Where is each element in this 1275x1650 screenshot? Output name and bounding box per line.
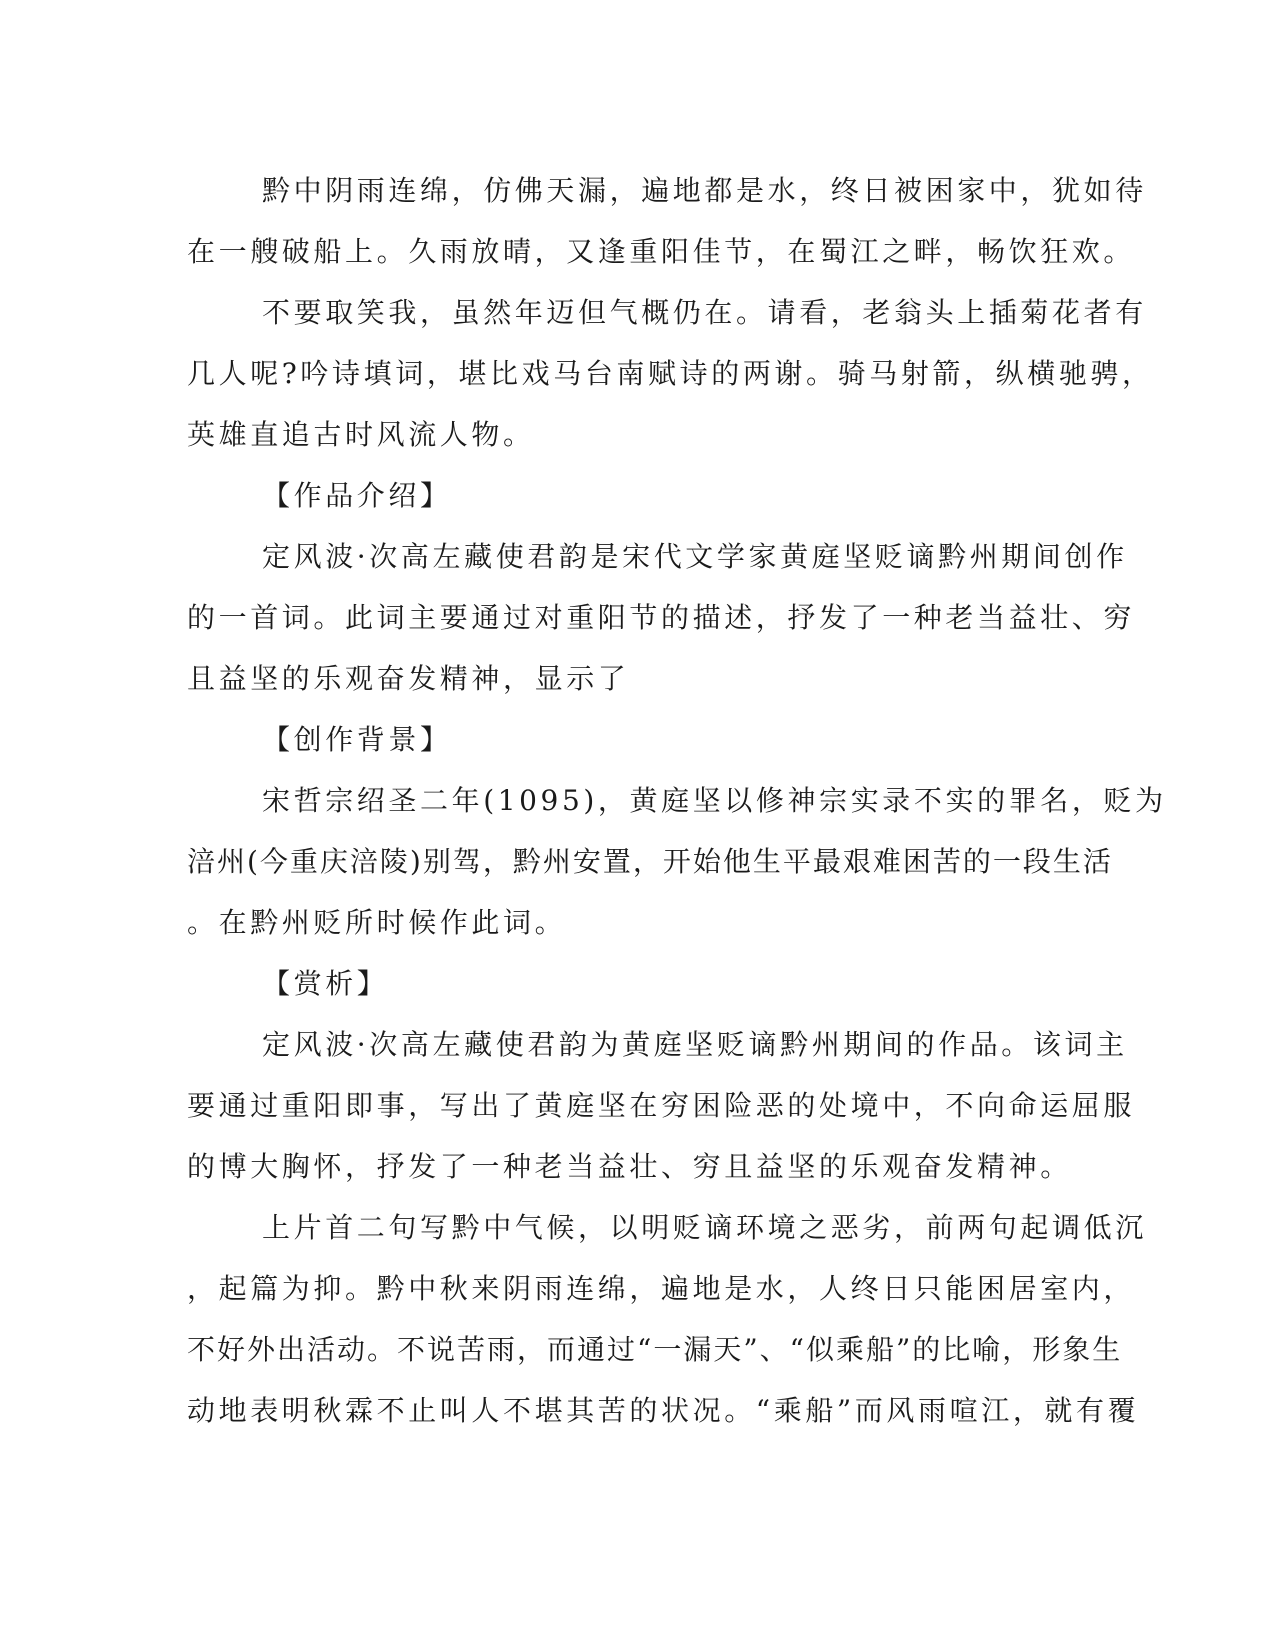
text-line: 定风波·次高左藏使君韵是宋代文学家黄庭坚贬谪黔州期间创作 bbox=[262, 540, 1128, 573]
section-heading-background: 【创作背景】 bbox=[262, 723, 452, 756]
document-body bbox=[187, 160, 1167, 1441]
text-line: 不好外出活动。不说苦雨，而通过“一漏天”、“似乘船”的比喻，形象生 bbox=[187, 1333, 1123, 1366]
text-line: 在一艘破船上。久雨放晴，又逢重阳佳节，在蜀江之畔，畅饮狂欢。 bbox=[187, 235, 1136, 268]
section-heading-appreciation: 【赏析】 bbox=[262, 967, 389, 1000]
text-line: 的博大胸怀，抒发了一种老当益壮、穷且益坚的乐观奋发精神。 bbox=[187, 1150, 1072, 1183]
text-line: ，起篇为抑。黔中秋来阴雨连绵，遍地是水，人终日只能困居室内， bbox=[187, 1272, 1136, 1305]
text-line: 宋哲宗绍圣二年(1095)，黄庭坚以修神宗实录不实的罪名，贬为 bbox=[262, 784, 1167, 817]
text-line: 且益坚的乐观奋发精神，显示了 bbox=[187, 662, 630, 695]
text-line: 涪州(今重庆涪陵)别驾，黔州安置，开始他生平最艰难困苦的一段生活 bbox=[187, 845, 1113, 878]
text-line: 黔中阴雨连绵，仿佛天漏，遍地都是水，终日被困家中，犹如待 bbox=[262, 174, 1147, 207]
text-line: 上片首二句写黔中气候，以明贬谪环境之恶劣，前两句起调低沉 bbox=[262, 1211, 1147, 1244]
text-line: 的一首词。此词主要通过对重阳节的描述，抒发了一种老当益壮、穷 bbox=[187, 601, 1136, 634]
text-line: 动地表明秋霖不止叫人不堪其苦的状况。“乘船”而风雨喧江，就有覆 bbox=[187, 1394, 1140, 1427]
text-line: 不要取笑我，虽然年迈但气概仍在。请看，老翁头上插菊花者有 bbox=[262, 296, 1147, 329]
text-line: 。在黔州贬所时候作此词。 bbox=[187, 906, 567, 939]
text-line: 几人呢?吟诗填词，堪比戏马台南赋诗的两谢。骑马射箭，纵横驰骋， bbox=[187, 357, 1154, 390]
section-heading-work-intro: 【作品介绍】 bbox=[262, 479, 452, 512]
text-line: 定风波·次高左藏使君韵为黄庭坚贬谪黔州期间的作品。该词主 bbox=[262, 1028, 1128, 1061]
text-line: 要通过重阳即事，写出了黄庭坚在穷困险恶的处境中，不向命运屈服 bbox=[187, 1089, 1136, 1122]
text-line: 英雄直追古时风流人物。 bbox=[187, 418, 535, 451]
